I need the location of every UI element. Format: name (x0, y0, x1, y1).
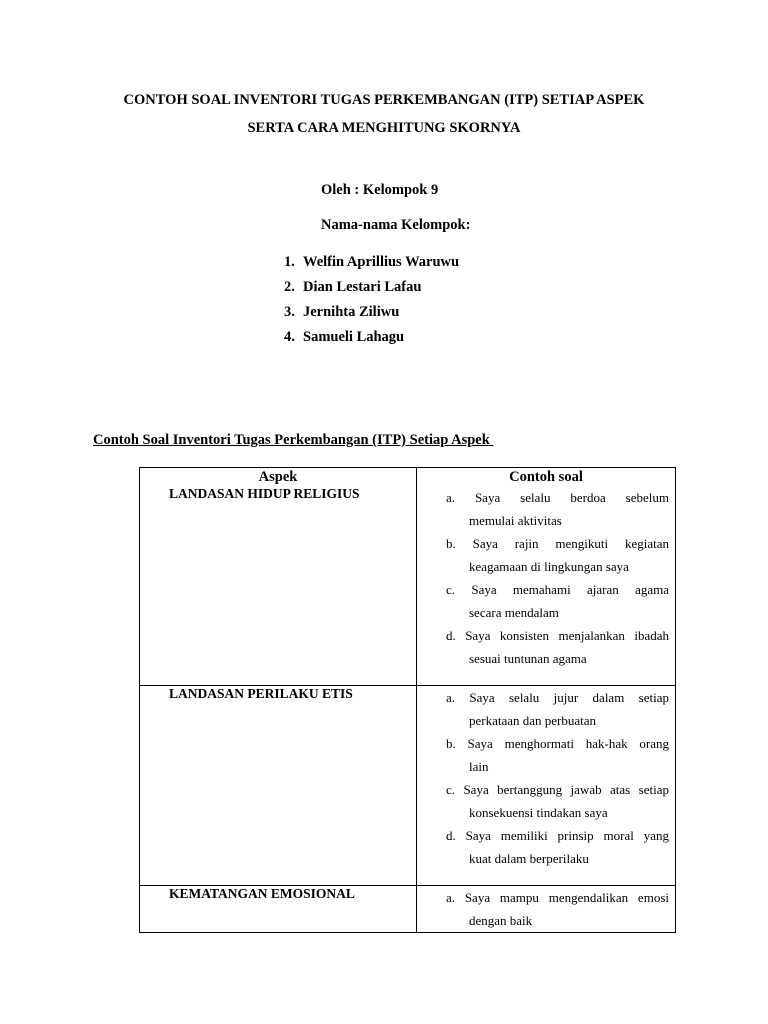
list-item (284, 300, 459, 325)
byline: Oleh : Kelompok 9 (321, 182, 439, 198)
members-label: Nama-nama Kelompok: (321, 217, 471, 233)
aspect-cell: KEMATANGAN EMOSIONAL (140, 886, 417, 933)
section-heading: Contoh Soal Inventori Tugas Perkembangan (ITP) Setiap Aspek (93, 432, 494, 448)
members-list (284, 250, 459, 350)
document-title (60, 86, 708, 142)
questions-cell (417, 486, 676, 686)
question-item: a. Saya selalu jujur dalam setiap perkataan dan perbuatan (446, 690, 669, 728)
list-number: 4. (284, 329, 295, 345)
list-number: 2. (284, 279, 295, 295)
question-item: b. Saya menghormati hak-hak orang lain (446, 736, 669, 774)
question-item: a. Saya mampu mengendalikan emosi dengan baik (446, 890, 669, 928)
list-number: 1. (284, 254, 295, 270)
question-item: d. Saya memiliki prinsip moral yang kuat dalam berperilaku (446, 828, 669, 866)
title-line-1: CONTOH SOAL INVENTORI TUGAS PERKEMBANGAN (ITP) SETIAP ASPEK (123, 92, 645, 108)
list-item (284, 325, 459, 350)
question-item: a. Saya selalu berdoa sebelum memulai aktivitas (446, 490, 669, 528)
itp-table (139, 467, 676, 933)
table-header-row (140, 468, 676, 487)
questions-cell (417, 886, 676, 933)
member-name: Samueli Lahagu (303, 329, 405, 345)
question-item: c. Saya bertanggung jawab atas setiap konsekuensi tindakan saya (446, 782, 669, 820)
table-row (140, 686, 676, 886)
question-item: d. Saya konsisten menjalankan ibadah sesuai tuntunan agama (446, 628, 669, 666)
list-number: 3. (284, 304, 295, 320)
question-item: c. Saya memahami ajaran agama secara mendalam (446, 582, 669, 620)
member-name: Dian Lestari Lafau (303, 279, 422, 295)
question-item: b. Saya rajin mengikuti kegiatan keagamaan di lingkungan saya (446, 536, 669, 574)
questions-cell (417, 686, 676, 886)
header-contoh-soal: Contoh soal (417, 468, 676, 487)
member-name: Jernihta Ziliwu (303, 304, 400, 320)
member-name: Welfin Aprillius Waruwu (303, 254, 460, 270)
aspect-cell: LANDASAN PERILAKU ETIS (140, 686, 417, 886)
aspect-cell: LANDASAN HIDUP RELIGIUS (140, 486, 417, 686)
header-aspek: Aspek (140, 468, 417, 487)
table-row (140, 886, 676, 933)
list-item (284, 250, 459, 275)
title-line-2: SERTA CARA MENGHITUNG SKORNYA (247, 120, 521, 136)
list-item (284, 275, 459, 300)
table-row (140, 486, 676, 686)
